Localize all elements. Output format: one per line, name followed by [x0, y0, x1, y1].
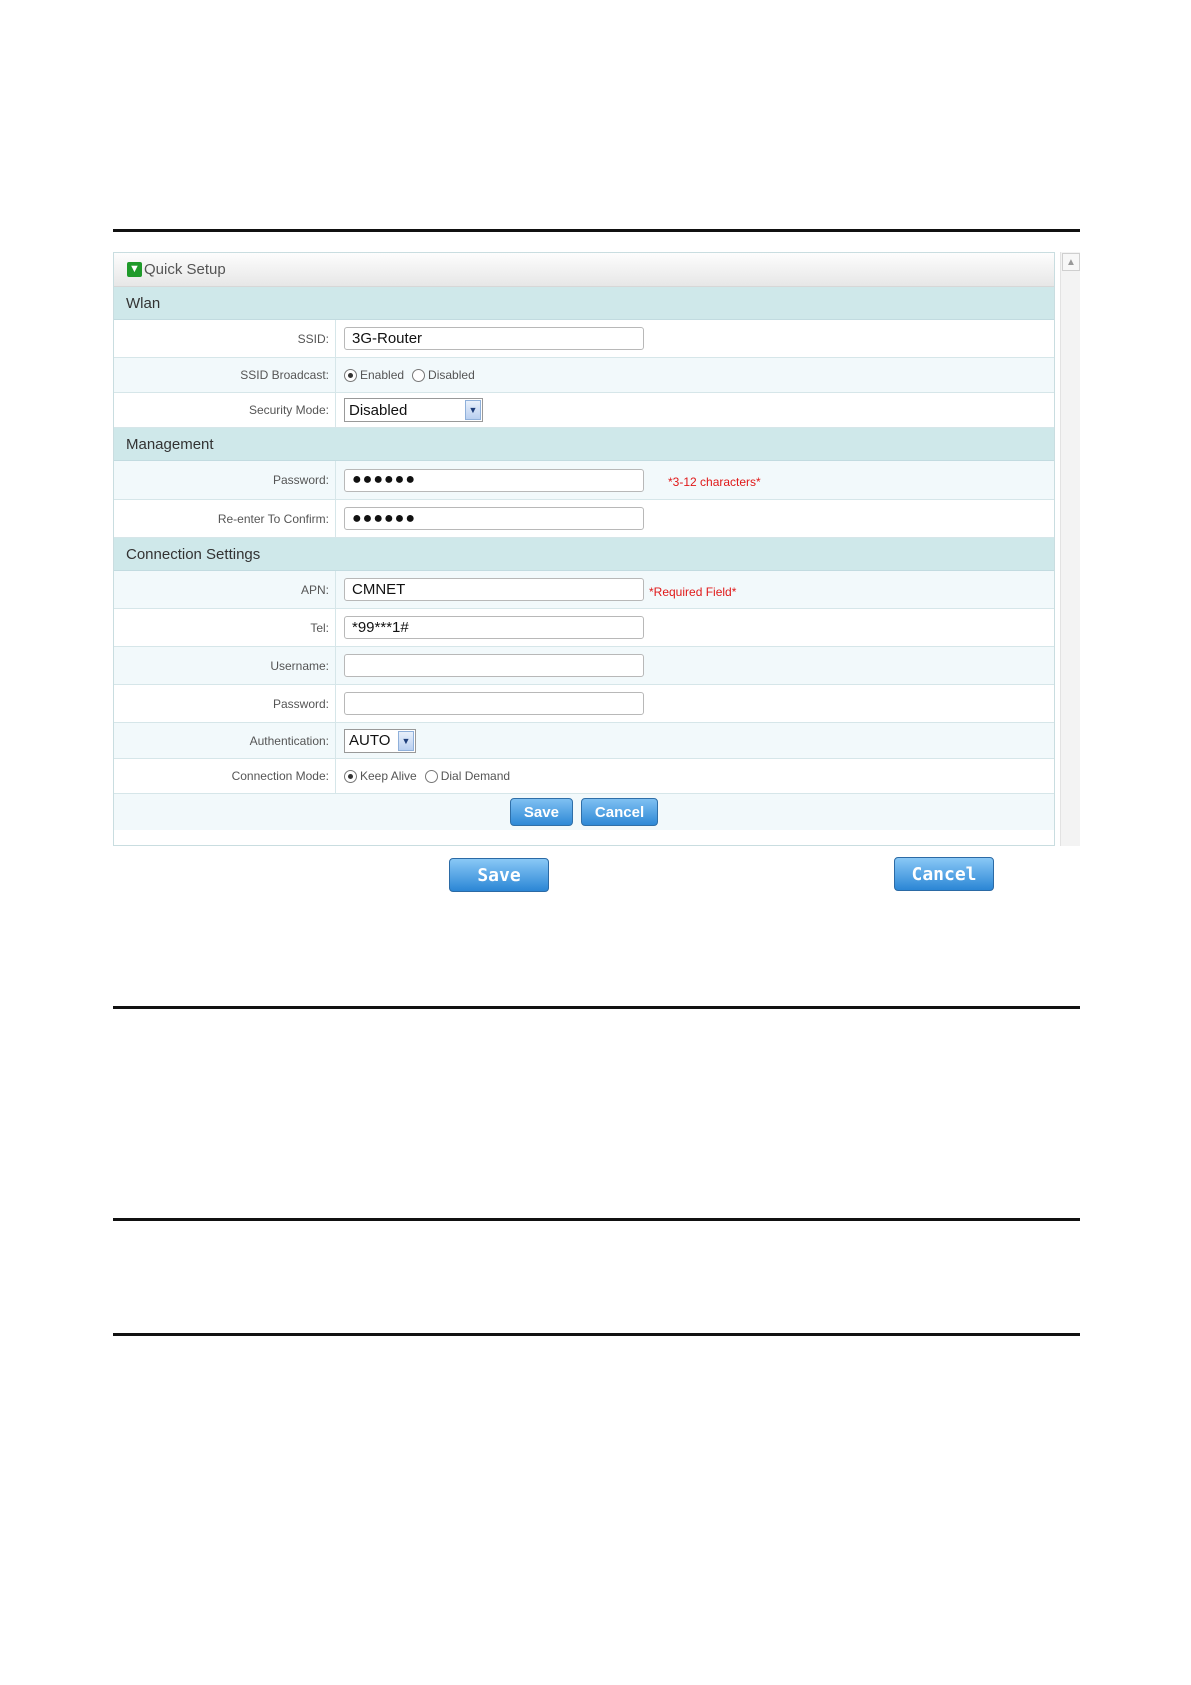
chevron-down-icon: ▼: [398, 731, 414, 751]
panel-header: [114, 253, 1054, 287]
tel-row: [114, 609, 1054, 647]
divider-3: [113, 1218, 1080, 1221]
username-row: [114, 647, 1054, 685]
broadcast-enabled-label: Enabled: [360, 368, 405, 382]
legend-cancel-button[interactable]: Cancel: [894, 857, 994, 891]
connection-password-row: [114, 685, 1054, 723]
connection-mode-label: Connection Mode:: [114, 759, 336, 793]
section-connection: Connection Settings: [114, 538, 1054, 571]
keep-alive-radio[interactable]: [344, 769, 417, 783]
connection-password-input[interactable]: [344, 692, 644, 715]
security-mode-label: Security Mode:: [114, 393, 336, 427]
divider-2: [113, 1006, 1080, 1009]
chevron-down-icon: ▼: [465, 400, 481, 420]
divider-4: [113, 1333, 1080, 1336]
authentication-row: [114, 723, 1054, 759]
dial-demand-label: Dial Demand: [440, 769, 511, 783]
section-management: Management: [114, 428, 1054, 461]
security-mode-select[interactable]: [344, 398, 483, 422]
dial-demand-radio[interactable]: [425, 769, 510, 783]
apn-hint: *Required Field*: [649, 584, 737, 599]
tel-input[interactable]: [344, 616, 644, 639]
scroll-up-arrow-icon[interactable]: ▲: [1062, 253, 1080, 271]
confirm-password-row: [114, 500, 1054, 538]
connection-mode-row: [114, 759, 1054, 794]
confirm-password-input[interactable]: ●●●●●●: [344, 507, 644, 530]
management-password-row: [114, 461, 1054, 500]
apn-input[interactable]: [344, 578, 644, 601]
broadcast-disabled-radio[interactable]: [412, 368, 475, 382]
security-mode-row: [114, 393, 1054, 428]
username-label: Username:: [114, 647, 336, 684]
divider-top: [113, 229, 1080, 232]
broadcast-enabled-radio[interactable]: [344, 368, 404, 382]
apn-label: APN:: [114, 571, 336, 608]
ssid-broadcast-row: [114, 358, 1054, 393]
management-password-input[interactable]: ●●●●●●: [344, 469, 644, 492]
keep-alive-label: Keep Alive: [360, 769, 417, 783]
password-hint: *3-12 characters*: [668, 475, 761, 489]
tel-label: Tel:: [114, 609, 336, 646]
authentication-label: Authentication:: [114, 723, 336, 758]
router-screenshot: [113, 252, 1080, 846]
ssid-input[interactable]: [344, 327, 644, 350]
cancel-button[interactable]: Cancel: [581, 798, 658, 826]
ssid-broadcast-label: SSID Broadcast:: [114, 358, 336, 392]
ssid-label: SSID:: [114, 320, 336, 357]
broadcast-disabled-label: Disabled: [428, 368, 475, 382]
authentication-value: AUTO: [349, 732, 391, 749]
legend-save-button[interactable]: Save: [449, 858, 549, 892]
connection-password-label: Password:: [114, 685, 336, 722]
section-wlan: Wlan: [114, 287, 1054, 320]
authentication-select[interactable]: [344, 729, 416, 753]
save-button[interactable]: Save: [510, 798, 573, 826]
apn-row: [114, 571, 1054, 609]
scrollbar[interactable]: [1060, 252, 1080, 846]
quick-setup-panel: [113, 252, 1055, 846]
form-actions: [114, 794, 1054, 830]
management-password-label: Password:: [114, 461, 336, 499]
username-input[interactable]: [344, 654, 644, 677]
collapse-arrow-icon[interactable]: ▼: [127, 262, 142, 277]
panel-title: Quick Setup: [144, 261, 226, 278]
ssid-row: [114, 320, 1054, 358]
confirm-password-label: Re-enter To Confirm:: [114, 500, 336, 537]
security-mode-value: Disabled: [349, 401, 408, 419]
